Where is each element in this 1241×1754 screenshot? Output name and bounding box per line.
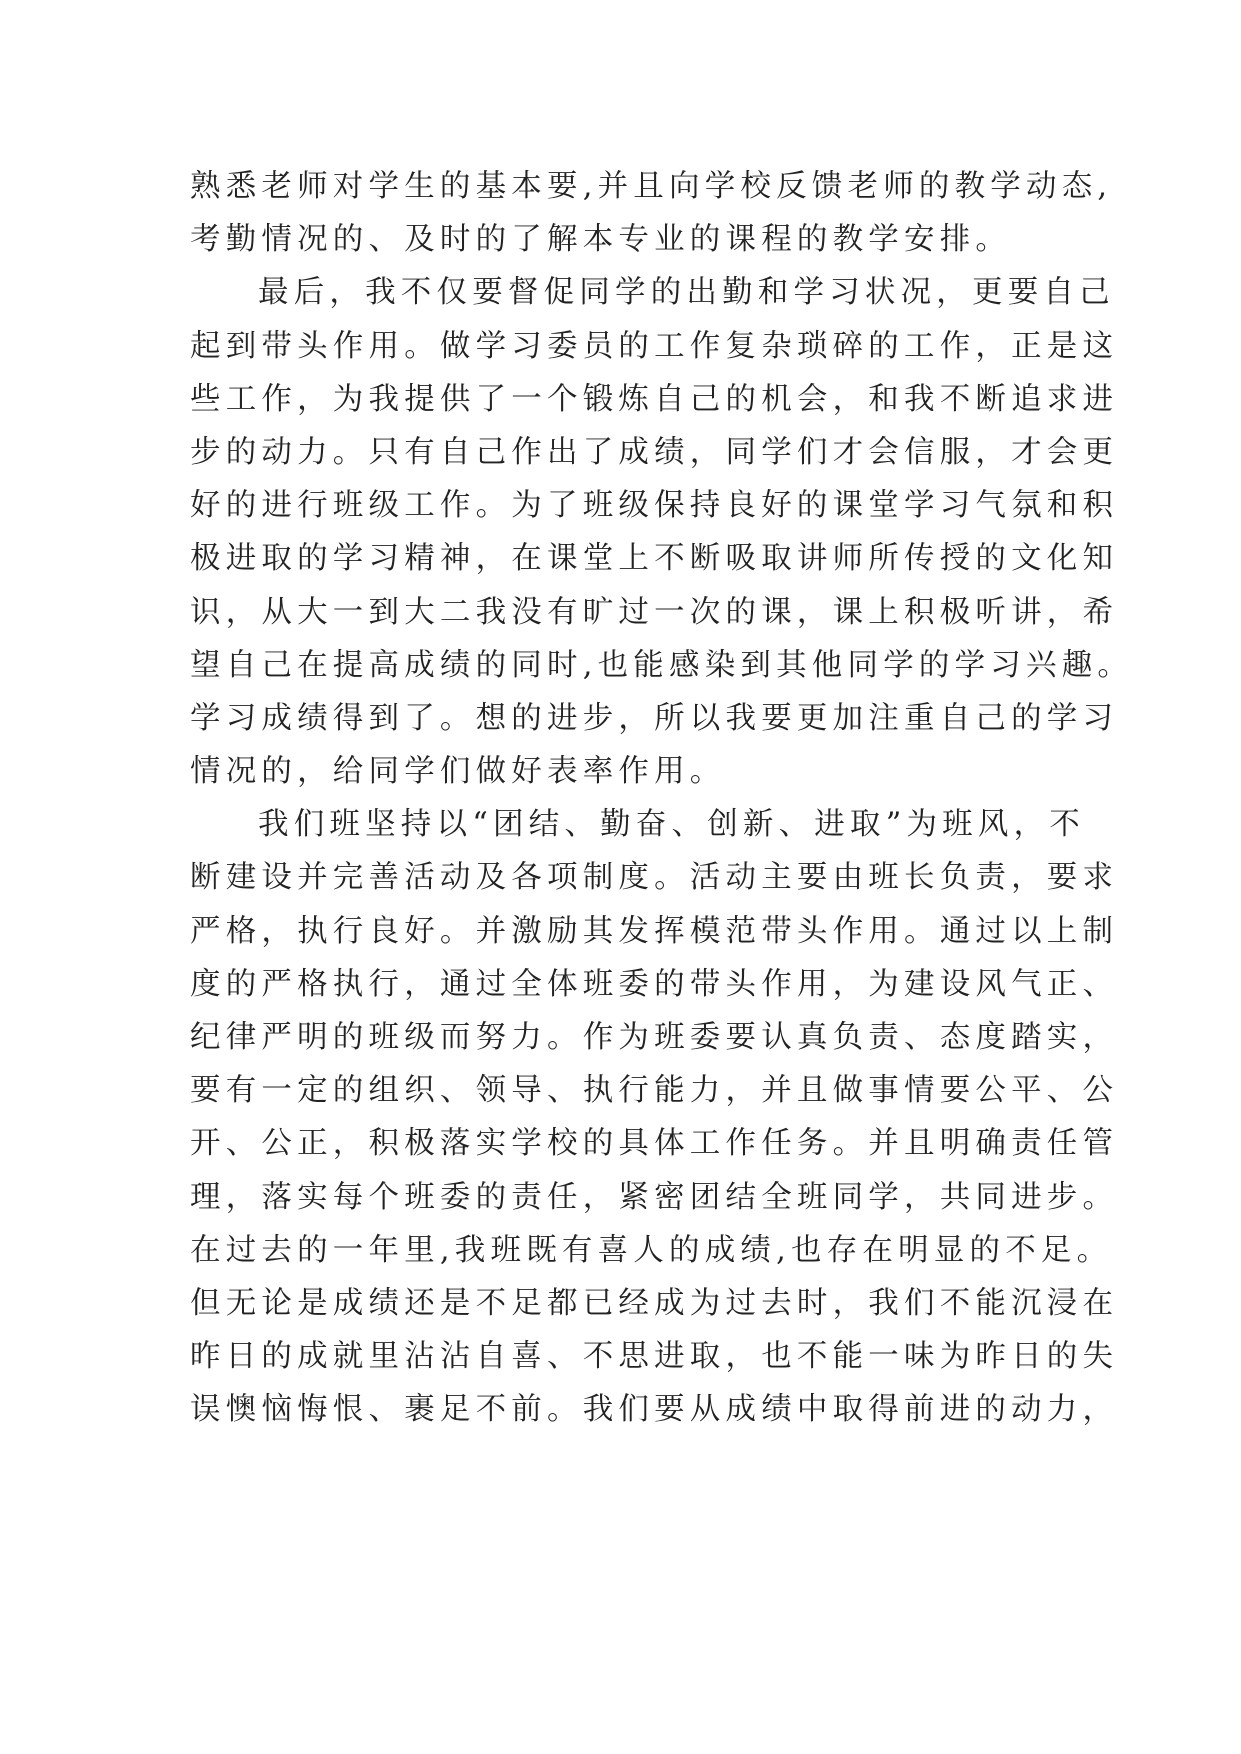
text-line: 严格，执行良好。并激励其发挥模范带头作用。通过以上制: [190, 913, 1119, 949]
text-line: 误懊恼悔恨、裹足不前。我们要从成绩中取得前进的动力，: [190, 1392, 1119, 1428]
text-line: 识，从大一到大二我没有旷过一次的课，课上积极听讲，希: [190, 594, 1119, 630]
text-line: 纪律严明的班级而努力。作为班委要认真负责、态度踏实，: [190, 1020, 1119, 1055]
text-line: 学习成绩得到了。想的进步，所以我要更加注重自己的学习: [190, 700, 1119, 736]
text-line: 好的进行班级工作。为了班级保持良好的课堂学习气氛和积: [190, 488, 1119, 524]
paragraph-first-line: 我们班坚持以“团结、勤奋、创新、进取”为班风，不: [258, 807, 1085, 843]
text-line: 开、公正，积极落实学校的具体工作任务。并且明确责任管: [190, 1126, 1119, 1162]
text-line: 些工作，为我提供了一个锻炼自己的机会，和我不断追求进: [190, 381, 1119, 417]
text-line: 但无论是成绩还是不足都已经成为过去时，我们不能沉浸在: [190, 1285, 1119, 1321]
text-line: 起到带头作用。做学习委员的工作复杂琐碎的工作，正是这: [190, 328, 1119, 364]
text-line: 熟悉老师对学生的基本要,并且向学校反馈老师的教学动态,: [190, 169, 1113, 204]
paragraph-first-line: 最后，我不仅要督促同学的出勤和学习状况，更要自己: [258, 275, 1115, 311]
text-line: 步的动力。只有自己作出了成绩，同学们才会信服，才会更: [190, 434, 1119, 470]
text-line: 情况的，给同学们做好表率作用。: [190, 754, 726, 790]
text-line: 望自己在提高成绩的同时,也能感染到其他同学的学习兴趣。: [190, 647, 1134, 683]
text-line: 要有一定的组织、领导、执行能力，并且做事情要公平、公: [190, 1073, 1119, 1109]
body-text: [190, 160, 1134, 1437]
text-line: 断建设并完善活动及各项制度。活动主要由班长负责，要求: [190, 860, 1119, 896]
text-line: 度的严格执行，通过全体班委的带头作用，为建设风气正、: [190, 966, 1119, 1002]
text-line: 昨日的成就里沾沾自喜、不思进取，也不能一味为昨日的失: [190, 1339, 1119, 1375]
text-line: 理，落实每个班委的责任，紧密团结全班同学，共同进步。: [190, 1179, 1119, 1215]
text-line: 考勤情况的、及时的了解本专业的课程的教学安排。: [190, 222, 1012, 258]
text-line: 在过去的一年里,我班既有喜人的成绩,也存在明显的不足。: [190, 1232, 1113, 1268]
text-line: 极进取的学习精神，在课堂上不断吸取讲师所传授的文化知: [190, 541, 1119, 577]
